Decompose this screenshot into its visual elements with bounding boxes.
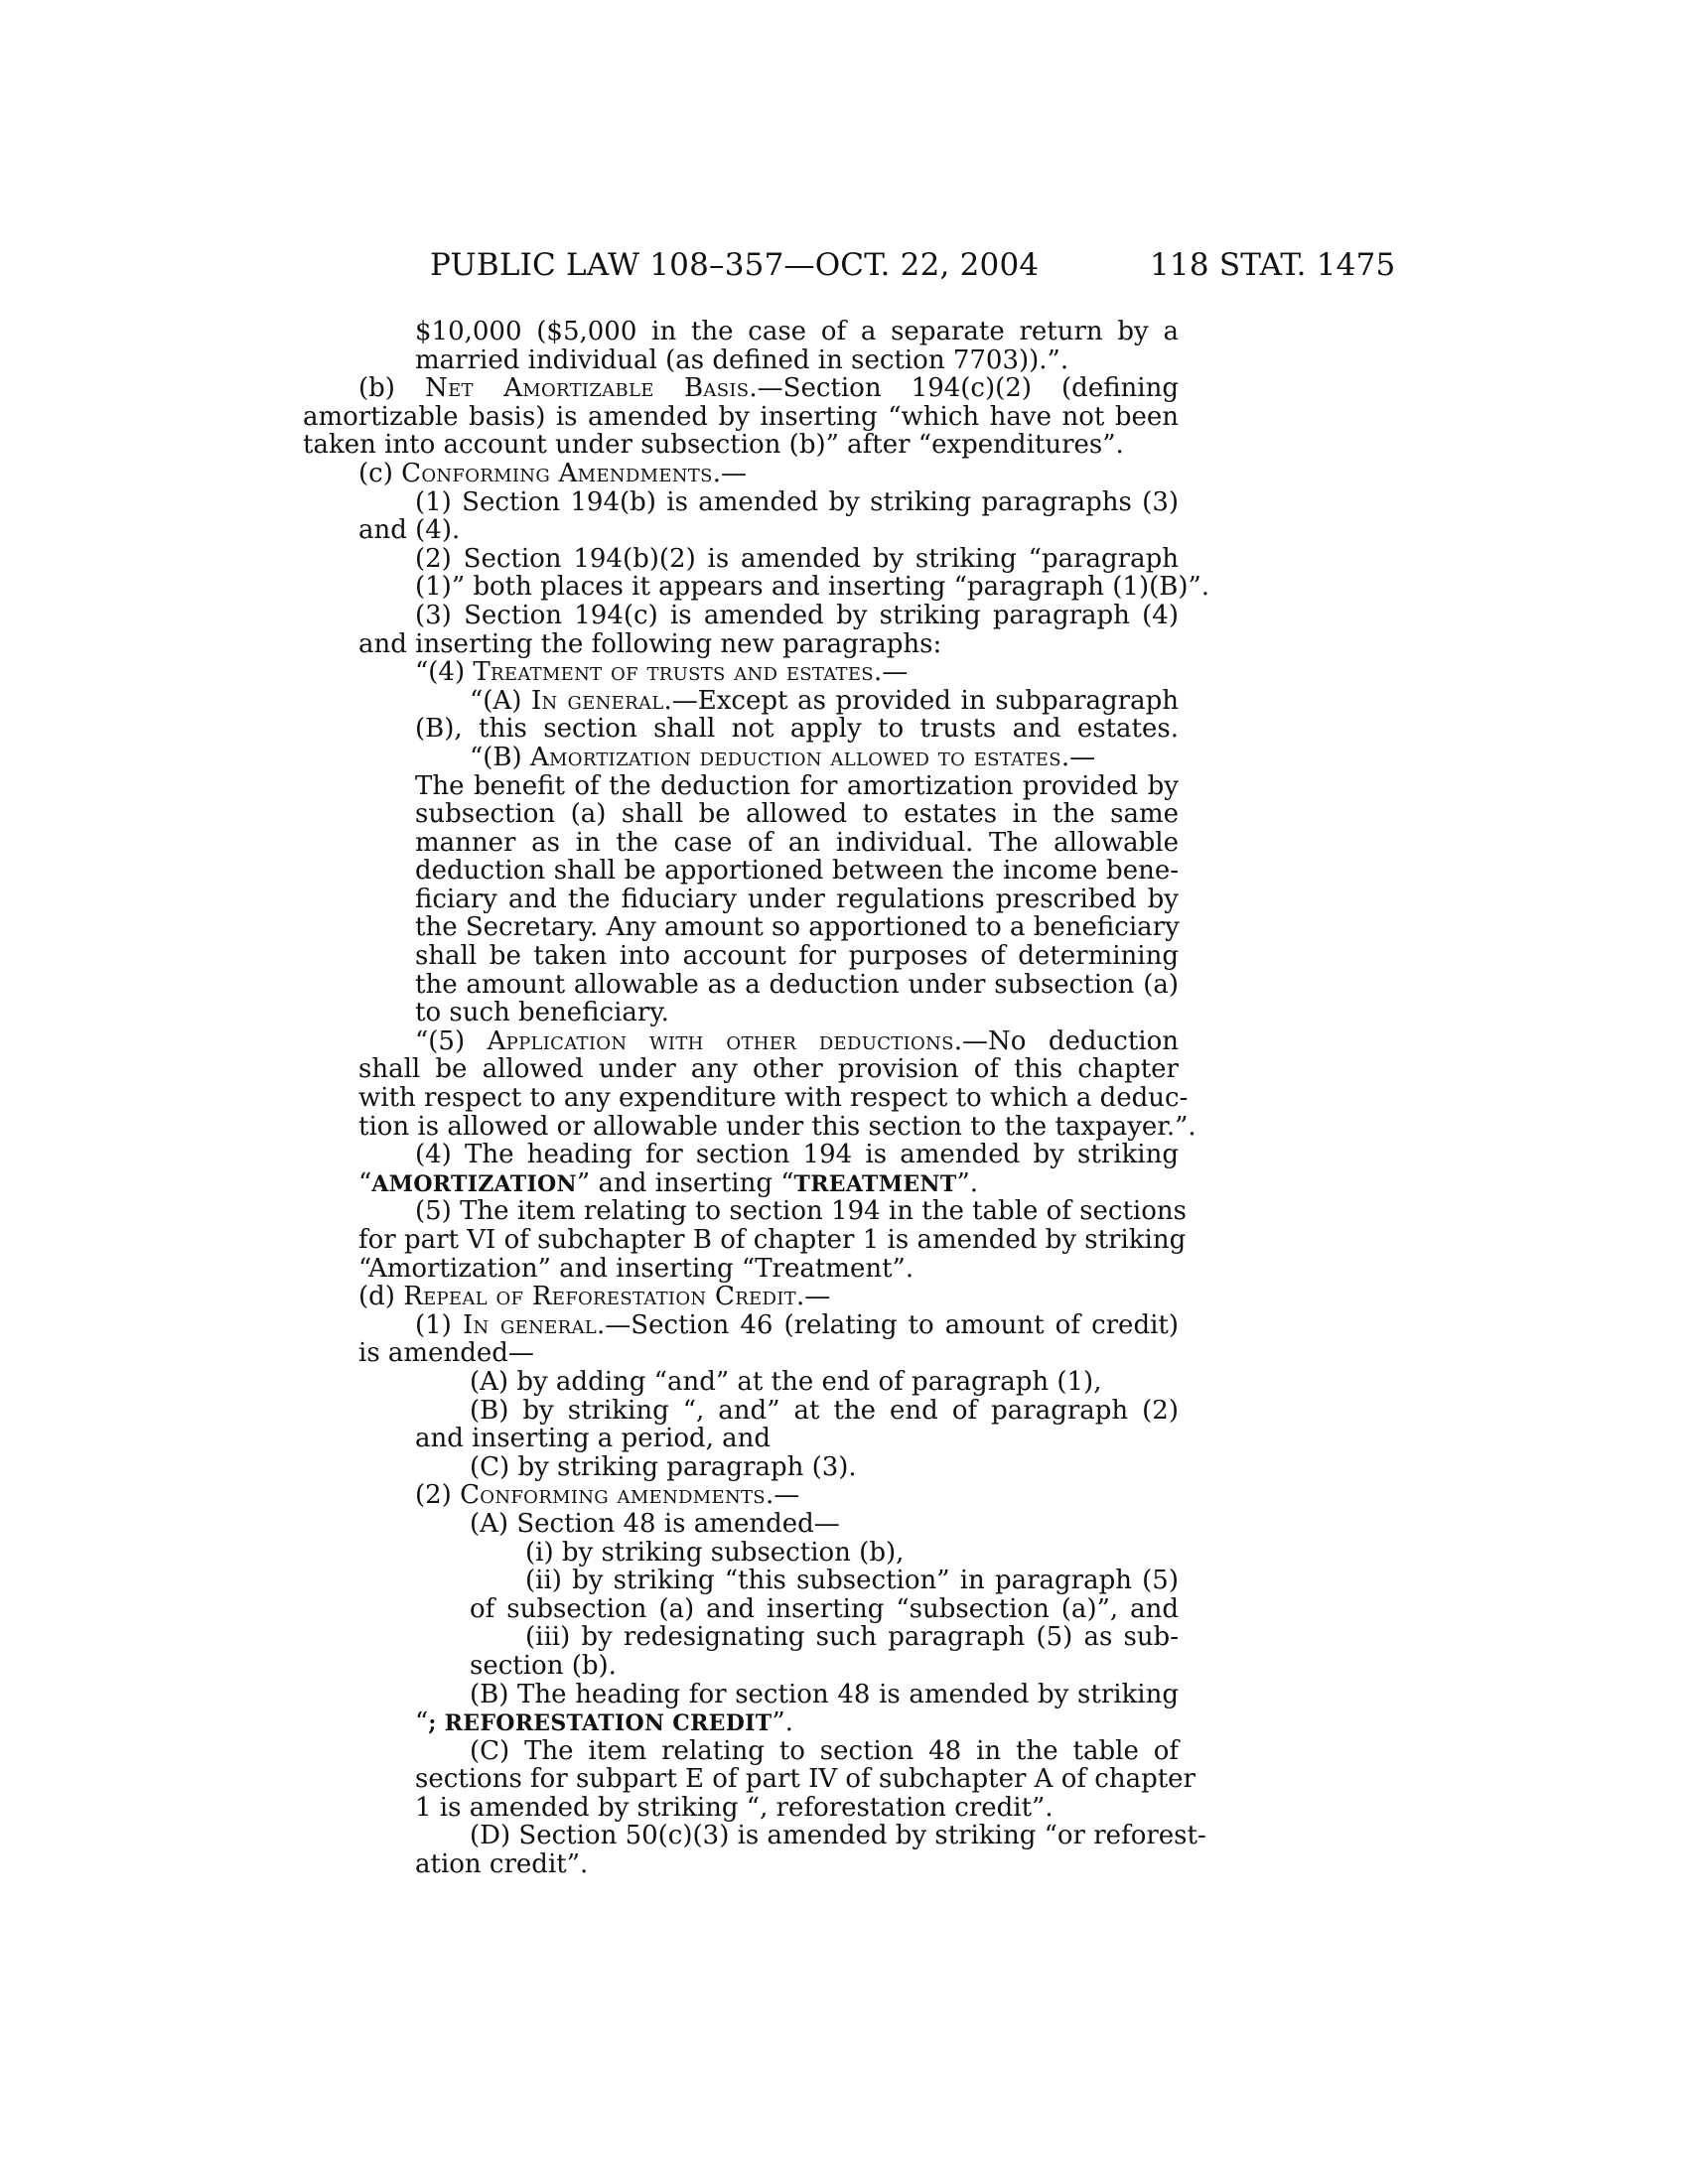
text-line: and (4). [358, 515, 461, 546]
text-line: with respect to any expenditure with respect to which a deduc- [358, 1083, 1189, 1114]
text-line: deduction shall be apportioned between the income bene- [415, 856, 1179, 887]
text-line: (A) Section 48 is amended— [470, 1508, 840, 1539]
text-line: 1 is amended by striking “, reforestation credit”. [415, 1792, 1054, 1823]
text-line: (c) Conforming Amendments.— [358, 458, 748, 488]
text-line: (ii) by striking “this subsection” in paragraph (5) [525, 1566, 1179, 1596]
text-line: (A) by adding “and” at the end of paragraph (1), [470, 1366, 1102, 1397]
text-line: taken into account under subsection (b)” after “expenditures”. [303, 430, 1124, 461]
text-line: tion is allowed or allowable under this section to the taxpayer.”. [358, 1111, 1196, 1142]
text-line: “AMORTIZATION” and inserting “TREATMENT”. [358, 1167, 979, 1198]
public-law-header: PUBLIC LAW 108–357—OCT. 22, 2004 [430, 247, 1040, 283]
text-line: to such beneficiary. [415, 998, 669, 1028]
text-line: (b) Net Amortizable Basis.—Section 194(c)(2) (defining [358, 373, 1179, 404]
text-line: “Amortization” and inserting “Treatment”. [358, 1253, 914, 1284]
text-line: (B), this section shall not apply to trusts and estates. [415, 714, 1179, 745]
text-line: “(B) Amortization deduction allowed to estates.— [470, 742, 1096, 772]
text-line: The benefit of the deduction for amortization provided by [415, 770, 1179, 801]
text-line: (B) The heading for section 48 is amended by striking [470, 1679, 1179, 1709]
statute-page-number: 118 STAT. 1475 [1150, 247, 1396, 283]
text-line: married individual (as defined in section 7703)).”. [415, 344, 1069, 375]
text-line: (1)” both places it appears and inserting “paragraph (1)(B)”. [415, 572, 1210, 603]
text-line: (d) Repeal of Reforestation Credit.— [358, 1282, 831, 1312]
text-line: is amended— [358, 1338, 534, 1369]
text-line: “; REFORESTATION CREDIT”. [415, 1707, 793, 1738]
text-line: (C) The item relating to section 48 in the table of [470, 1735, 1179, 1766]
text-line: (D) Section 50(c)(3) is amended by striking “or reforest- [470, 1821, 1206, 1851]
text-line: (iii) by redesignating such paragraph (5) as sub- [525, 1622, 1179, 1653]
text-line: manner as in the case of an individual. The allowable [415, 827, 1179, 858]
text-line: $10,000 ($5,000 in the case of a separate return by a [415, 317, 1179, 346]
text-line: amortizable basis) is amended by inserting “which have not been [303, 401, 1179, 432]
text-line: (B) by striking “, and” at the end of paragraph (2) [470, 1395, 1179, 1426]
text-line: section (b). [470, 1650, 617, 1681]
text-line: subsection (a) shall be allowed to estates in the same [415, 799, 1179, 830]
text-line: (2) Conforming amendments.— [415, 1480, 800, 1511]
text-line: (1) In general.—Section 46 (relating to amount of credit) [415, 1309, 1179, 1340]
text-line: shall be allowed under any other provision of this chapter [358, 1054, 1179, 1085]
text-line: (1) Section 194(b) is amended by striking paragraphs (3) [415, 486, 1179, 517]
text-line: of subsection (a) and inserting “subsection (a)”, and [470, 1593, 1179, 1624]
text-line: (i) by striking subsection (b), [525, 1537, 905, 1568]
text-line: the Secretary. Any amount so apportioned to a beneficiary [415, 912, 1180, 943]
text-line: “(5) Application with other deductions.—No deduction [415, 1025, 1179, 1056]
text-line: (C) by striking paragraph (3). [470, 1451, 857, 1482]
text-line: (5) The item relating to section 194 in the table of sections [415, 1196, 1187, 1227]
text-line: shall be taken into account for purposes of determining [415, 941, 1179, 972]
text-line: ation credit”. [415, 1849, 589, 1880]
text-line: ficiary and the fiduciary under regulations prescribed by [415, 884, 1179, 914]
text-line: (2) Section 194(b)(2) is amended by striking “paragraph [415, 543, 1179, 574]
statute-text [303, 317, 1210, 1880]
text-line: sections for subpart E of part IV of subchapter A of chapter [415, 1764, 1196, 1795]
text-line: and inserting a period, and [415, 1424, 772, 1454]
text-line: (3) Section 194(c) is amended by striking paragraph (4) [415, 600, 1179, 630]
text-line: the amount allowable as a deduction under subsection (a) [415, 969, 1179, 1000]
text-line: (4) The heading for section 194 is amended by striking [415, 1140, 1179, 1170]
text-line: and inserting the following new paragraphs: [358, 628, 942, 659]
text-line: “(4) Treatment of trusts and estates.— [415, 657, 909, 688]
text-line: “(A) In general.—Except as provided in subparagraph [470, 685, 1179, 716]
text-line: for part VI of subchapter B of chapter 1 is amended by striking [358, 1225, 1187, 1255]
